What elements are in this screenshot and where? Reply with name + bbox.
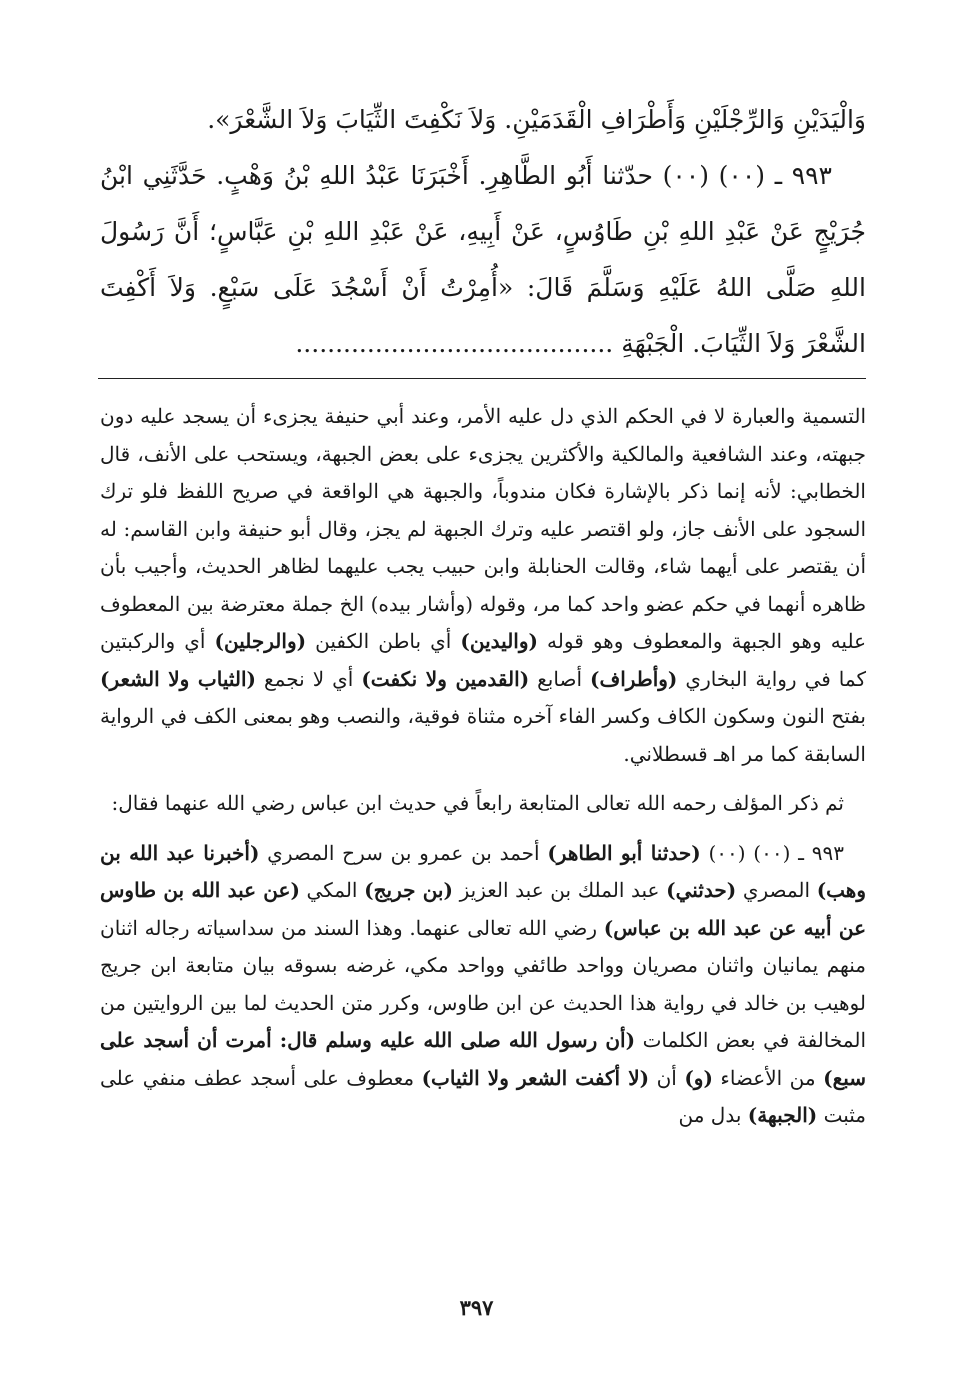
bold-quote: (والرجلين) bbox=[214, 629, 307, 653]
bold-quote: (الثياب ولا الشعر) bbox=[100, 666, 257, 691]
bold-quote: (بن جريج) bbox=[364, 878, 453, 902]
commentary-run: المصري bbox=[736, 878, 817, 902]
matn-line-continuation: وَالْيَدَيْنِ وَالرِّجْلَيْنِ وَأَطْرَافِ الْقَدَمَيْنِ. وَلاَ نَكْفِتَ الثِّيَابَ وَلاَ الشَّعْرَ». bbox=[207, 105, 866, 134]
commentary-run: ٩٩٣ ـ (٠٠) (٠٠) bbox=[700, 840, 844, 865]
bold-quote: (القدمين ولا نكفت) bbox=[361, 666, 530, 691]
commentary-run: أصابع bbox=[529, 666, 591, 691]
bold-quote: (حدثنا أبو الطاهر) bbox=[547, 840, 701, 865]
bold-quote: (عن عبد الله بن طاوس عن أبيه عن عبد الله بن عباس) bbox=[100, 878, 866, 940]
commentary-run: معطوف على أسجد عطف منفي على مثبت bbox=[100, 1065, 866, 1127]
bold-quote: (أن رسول الله صلى الله عليه وسلم قال: أمرت أن أسجد على سبع) bbox=[100, 1028, 867, 1090]
hadith-993-body: ٩٩٣ ـ (٠٠) (٠٠) حدّثنا أَبُو الطَّاهِرِ. أَخْبَرَنَا عَبْدُ اللهِ بْنُ وَهْبٍ. حَدَّثَنِي ابْنُ جُرَيْجٍ عَنْ عَبْدِ اللهِ بْنِ طَاوُسٍ، عَنْ أَبِيهِ، عَنْ عَبْدِ اللهِ بْنِ عَبَّاسٍ؛ أَنَّ رَسُولَ اللهِ صَلَّى اللهُ عَلَيْهِ وَسَلَّمَ قَالَ: «أُمِرْتُ أَنْ أَسْجُدَ عَلَى سَبْعٍ. وَلاَ أَكْفِتَ الشَّعْرَ وَلاَ الثِّيَابَ. الْجَبْهَةِ bbox=[100, 161, 866, 358]
hadith-993-text bbox=[100, 148, 866, 372]
bold-quote: (وأطراف) bbox=[590, 666, 678, 691]
commentary-paragraph-3 bbox=[100, 835, 866, 1135]
commentary-run: أن bbox=[649, 1065, 685, 1090]
commentary-paragraph-1 bbox=[100, 398, 866, 773]
bold-quote: (و) bbox=[684, 1065, 713, 1090]
commentary-block bbox=[100, 398, 866, 1135]
commentary-run: أي لا نجمع bbox=[256, 666, 362, 691]
bold-quote: (أخبرنا عبد الله بن وهب) bbox=[100, 840, 867, 902]
commentary-run: بفتح النون وسكون الكاف وكسر الفاء آخره مثناة فوقية، والنصب وهو بمعنى الكف في الرواية السابقة كما مر اهـ قسطلاني. bbox=[100, 704, 866, 766]
ellipsis: ........................................ bbox=[295, 329, 614, 358]
commentary-run: بدل من bbox=[678, 1103, 748, 1127]
commentary-run: أي والركبتين كما في رواية البخاري bbox=[100, 629, 866, 691]
commentary-run: عبد الملك بن عبد العزيز bbox=[452, 878, 667, 902]
commentary-paragraph-2: ثم ذكر المؤلف رحمه الله تعالى المتابعة رابعاً في حديث ابن عباس رضي الله عنهما فقال: bbox=[111, 791, 844, 815]
page-number: ٣٩٧ bbox=[459, 1295, 494, 1320]
commentary-run: المكي bbox=[299, 878, 365, 902]
commentary-run: أحمد بن عمرو بن سرح المصري bbox=[259, 840, 548, 865]
commentary-run: من الأعضاء bbox=[712, 1065, 824, 1090]
commentary-run: رضي الله تعالى عنهما. وهذا السند من سداسياته رجاله اثنان منهم يمانيان واثنان مصريان وواحد طائفي وواحد مكي، غرضه بسوقه بيان متابعة ابن جريج لوهيب بن خالد في رواية هذا الحديث عن ابن طاوس، وكرر متن الحديث لما بين الروايتين من المخالفة في بعض الكلمات bbox=[100, 915, 866, 1052]
footnote-divider bbox=[98, 378, 866, 379]
bold-quote: (حدثني) bbox=[666, 878, 737, 902]
commentary-run: أي باطن الكفين bbox=[306, 629, 461, 653]
bold-quote: (لا أكفت الشعر ولا الثياب) bbox=[421, 1065, 650, 1090]
bold-quote: (واليدين) bbox=[460, 629, 538, 653]
bold-quote: (الجبهة) bbox=[747, 1103, 818, 1127]
commentary-run: التسمية والعبارة لا في الحكم الذي دل عليه الأمر، وعند أبي حنيفة يجزىء أن يسجد عليه دون جبهته، وعند الشافعية والمالكية والأكثرين يجزىء على بعض الجبهة، ويستحب على الأنف، قال الخطابي: لأنه إنما ذكر بالإشارة فكان مندوباً، والجبهة هي الواقعة في صريح اللفظ فلو ترك السجود على الأنف جاز، ولو اقتصر عليه وترك الجبهة لم يجز، وقال أبو حنيفة وابن القاسم: له أن يقتصر على أيهما شاء، وقالت الحنابلة وابن حبيب يجب عليهما لظاهر الحديث، وأجيب بأن ظاهره أنهما في حكم عضو واحد كما مر، وقوله (وأشار بيده) الخ جملة معترضة بين المعطوف عليه وهو الجبهة والمعطوف وهو قوله bbox=[100, 404, 867, 653]
hadith-text-block bbox=[100, 92, 866, 372]
